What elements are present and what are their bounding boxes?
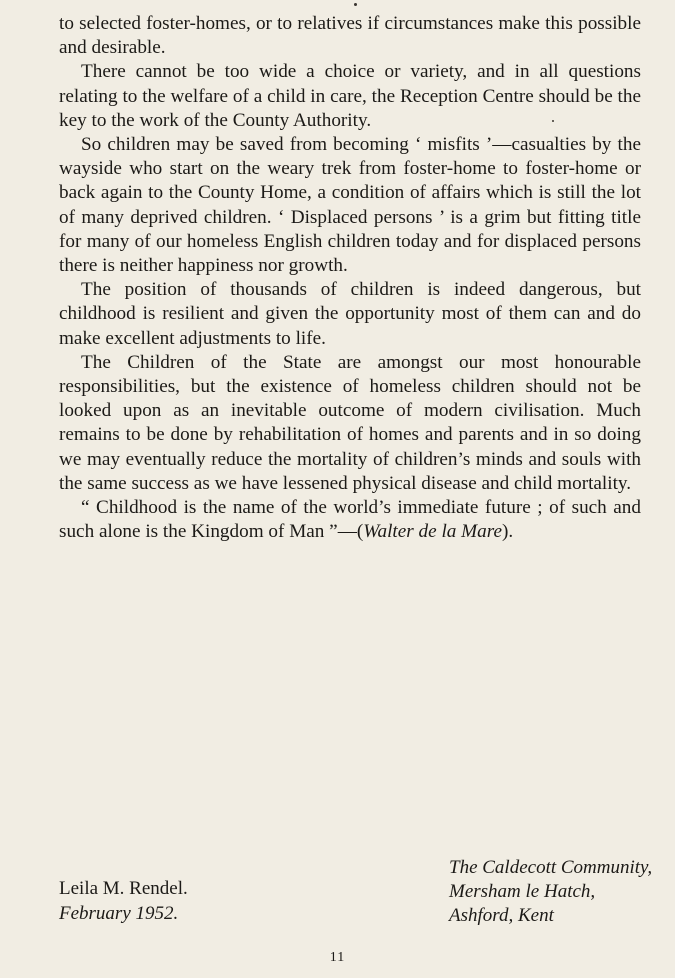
page-number: 11 [329,950,346,965]
paragraph: The position of thousands of children is indeed dangerous, but childhood is resilient and given the opportunity most of them can and do make excellent adjustments to life. [59,279,641,349]
paragraph: to selected foster-homes, or to relatives if circumstances make this possible and desirable. [59,13,641,59]
address-line: Mersham le Hatch, [449,881,596,902]
paragraph: So children may be saved from becoming ‘ misfits ’—casualties by the wayside who start on the weary trek from foster-home to foster-home or back again to the County Home, a condition of affairs which is still the lot of many deprived children. ‘ Displaced persons ’ is a grim but fitting title for many of our homeless English children today and for displaced persons there is neither happiness nor growth. [59,134,641,277]
paragraph: The Children of the State are amongst our most honourable responsibilities, but the existence of homeless children should not be looked upon as an inevitable outcome of modern civilisation. Much remains to be done by rehabilitation of homes and parents and in so doing we may eventually reduce the mortality of children’s minds and souls with the same success as we have lessened physical disease and child mortality. [59,351,641,494]
address-block [449,856,652,928]
signature-block [59,876,188,926]
quote-closing: ). [502,521,514,543]
address-line: The Caldecott Community, [449,857,653,878]
address-line: Ashford, Kent [449,905,554,926]
signature-date: February 1952. [59,903,179,924]
quote-attribution: Walter de la Mare [363,521,503,543]
ink-speck [354,3,357,6]
quote-paragraph [59,496,641,544]
body-text [59,12,641,544]
signature-name: Leila M. Rendel. [59,878,188,899]
quote-text: “ Childhood is the name of the world’s immediate future ; of such and such alone is the Kingdom of Man ”—( [59,497,641,543]
paragraph: There cannot be too wide a choice or variety, and in all questions relating to the welfare of a child in care, the Reception Centre should be the key to the work of the County Authority. [59,61,641,131]
